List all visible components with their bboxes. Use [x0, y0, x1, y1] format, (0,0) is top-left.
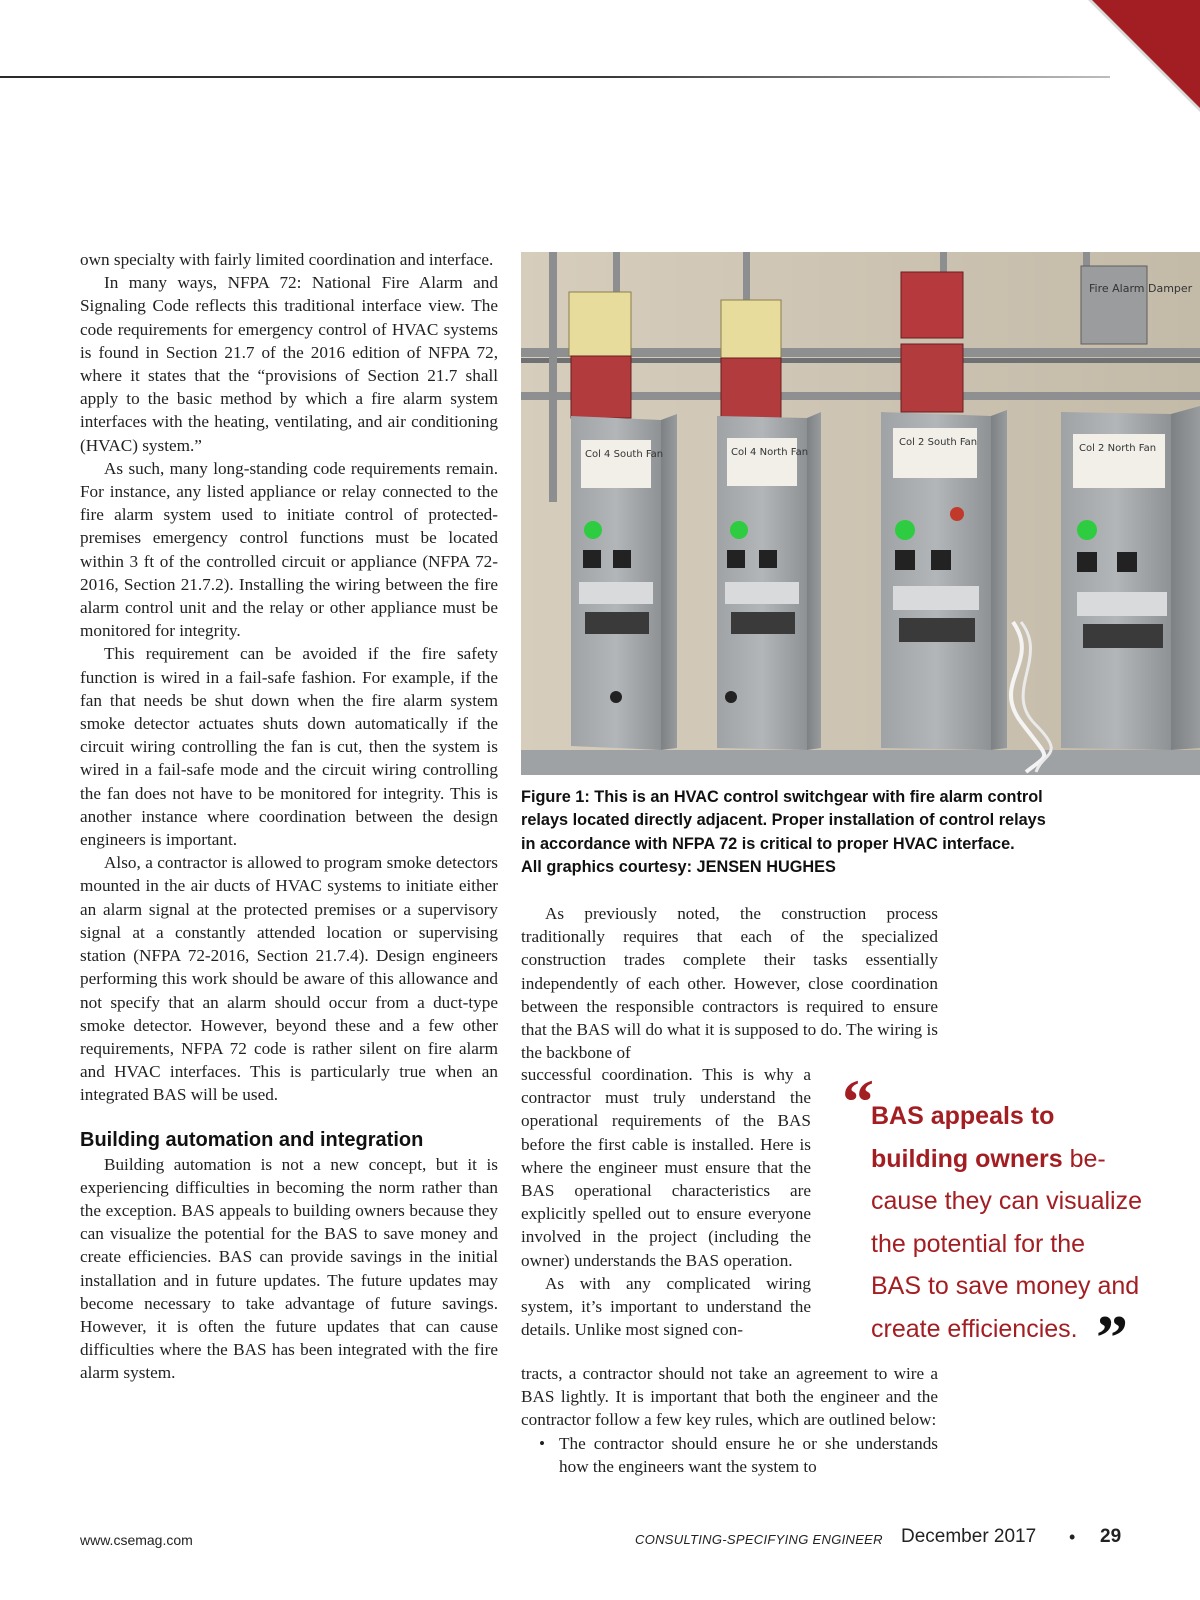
caption-credit: All graphics courtesy: JENSEN HUGHES [521, 858, 836, 877]
paragraph: successful coordination. This is why a contractor must truly understand the operational requirements of the BAS before the first cable is installed. Here is where the engineer must ensure that the BAS operational characteristics are explicitly spelled out to ensure everyone involved in the project (including the owner) understands the BAS operation. [521, 1065, 811, 1270]
footer-url[interactable]: www.csemag.com [80, 1532, 193, 1548]
panel-label: Col 2 South Fan [899, 437, 978, 448]
caption-line: in accordance with NFPA 72 is critical to proper HVAC interface. [521, 834, 1015, 853]
control-panel [717, 412, 821, 750]
panel-label: Col 4 North Fan [731, 447, 809, 458]
switchgear-photo-illustration [521, 252, 1200, 775]
section-subheading: Building automation and integration [80, 1128, 424, 1151]
open-quote-mark: “ [842, 1066, 874, 1137]
paragraph: Also, a contractor is allowed to program smoke detectors mounted in the air ducts of HVAC systems to initiate either an alarm signal at the protected premises or a supervisory signal at a constantly attended location or supervising station (NFPA 72-2016, Section 21.7.4). Design engineers performing this work should be aware of this allowance and not specify that an alarm should occur from a duct-type smoke detector. However, beyond these and a few other requirements, NFPA 72 code is rather silent on fire alarm and HVAC interfaces. This is particularly true when an integrated BAS will be used. [80, 853, 498, 1105]
control-panel [881, 410, 1007, 750]
pullquote-line: the potential for the [871, 1229, 1086, 1258]
right-column-top [521, 902, 938, 1064]
footer-magazine: CONSULTING-SPECIFYING ENGINEER [635, 1532, 883, 1547]
figure-photo [521, 252, 1200, 775]
bullet-item: • The contractor should ensure he or she understands how the engineers want the system to [521, 1432, 938, 1478]
pullquote-line: cause they can visualize [871, 1187, 1142, 1215]
page-number: 29 [1100, 1526, 1122, 1547]
right-column-narrow [521, 1063, 811, 1341]
paragraph: own specialty with fairly limited coordination and interface. [80, 250, 494, 269]
footer-date: December 2017 [901, 1526, 1037, 1547]
caption-line: relays located directly adjacent. Proper installation of control relays [521, 811, 1046, 830]
pullquote-line: create efficiencies. [871, 1314, 1078, 1343]
paragraph: As such, many long-standing code requirements remain. For instance, any listed appliance or relay connected to the fire alarm system used to initiate control of protected-premises emergency control functions must be located within 3 ft of the controlled circuit or appliance (NFPA 72-2016, Section 21.7.2). Installing the wiring between the fire alarm control unit and the relay or other appliance must be monitored for integrity. [80, 458, 498, 641]
pullquote-line: building owners [871, 1144, 1063, 1173]
paragraph: As with any complicated wiring system, it’s important to understand the details. Unlike most signed con- [521, 1273, 811, 1340]
footer-separator: • [1069, 1527, 1076, 1547]
box-note-label: Fire Alarm Damper [1089, 282, 1193, 295]
panel-label: Col 2 North Fan [1079, 443, 1157, 454]
pullquote-line: BAS to save money and [871, 1272, 1140, 1300]
right-column-bottom [521, 1362, 938, 1478]
panel-label: Col 4 South Fan [585, 449, 664, 460]
corner-tab [1092, 0, 1200, 108]
caption-line: Figure 1: This is an HVAC control switchgear with fire alarm control [521, 788, 1043, 806]
figure-caption [521, 786, 1141, 880]
paragraph: As previously noted, the construction process traditionally requires that each of the specialized construction trades complete their tasks essentially independently of each other. However, close coordination between the responsible contractors is required to ensure that the BAS will do what it is supposed to do. The wiring is the backbone of [521, 904, 938, 1063]
paragraph: In many ways, NFPA 72: National Fire Alarm and Signaling Code reflects this traditional interface view. The code requirements for emergency control of HVAC systems is found in Section 21.7 of the 2016 edition of NFPA 72, where it states that the “provisions of Section 21.7 shall apply to the basic method by which a fire alarm system interfaces with the heating, ventilating, and air conditioning (HVAC) system.” [80, 273, 498, 455]
paragraph: Building automation is not a new concept, but it is experiencing difficulties in becoming the norm rather than the exception. BAS appeals to building owners because they can visualize the potential for the BAS to save money and create efficiencies. BAS can provide savings in the initial installation and in future updates. The future updates may become necessary to take advantage of future savings. However, it is often the future updates that can cause difficulties where the BAS has been integrated with the fire alarm system. [80, 1154, 498, 1383]
pullquote-line: be- [1062, 1144, 1106, 1173]
paragraph: This requirement can be avoided if the fire safety function is wired in a fail-safe fashion. For example, if the fan that needs be shut down when the fire alarm system smoke detector actuates shuts down automatically if the circuit wiring controlling the fan is cut, then the system is wired in a fail-safe mode and the circuit wiring controlling the fan does not have to be monitored for integrity. This is another instance where coordination between the design engineers is important. [80, 644, 498, 850]
paragraph: tracts, a contractor should not take an agreement to wire a BAS lightly. It is important that both the engineer and the contractor follow a few key rules, which are outlined below: [521, 1364, 938, 1430]
pullquote-line: BAS appeals to [871, 1102, 1055, 1130]
header-rule [0, 76, 1110, 78]
control-panel [1061, 406, 1200, 750]
bullet-list [521, 1432, 938, 1478]
close-quote-mark: ” [1096, 1302, 1128, 1373]
control-panel [571, 414, 677, 750]
left-column [80, 248, 498, 1385]
